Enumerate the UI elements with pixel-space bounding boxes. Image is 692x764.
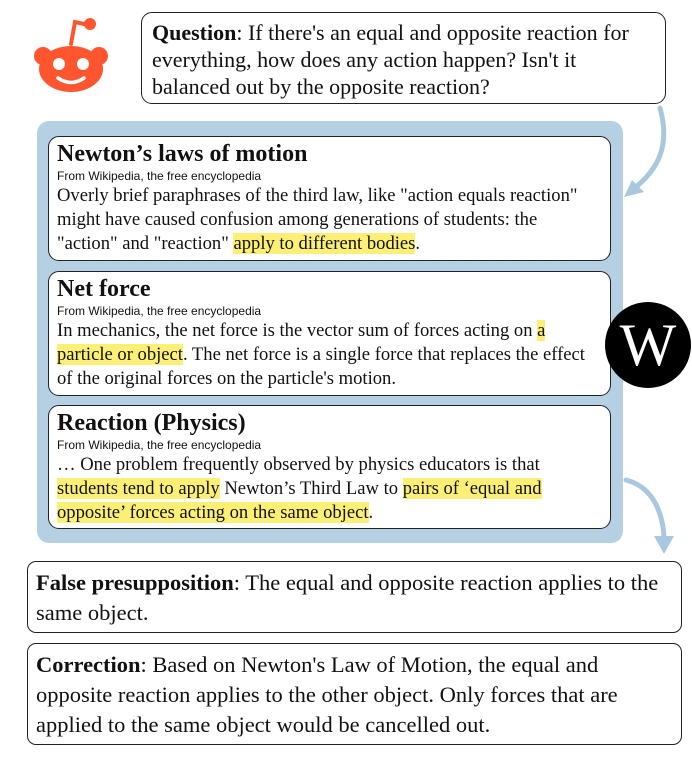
evidence-highlight: a particle or object: [57, 320, 546, 365]
question-text: : If there's an equal and opposite reaction for everything, how does any action happen? Isn't it balanced out by the opposite reaction?: [152, 20, 629, 99]
correction-text: : Based on Newton's Law of Motion, the equal and opposite reaction applies to the other object. Only forces that are applied to the same object would be cancelled out.: [36, 652, 618, 737]
article-source: From Wikipedia, the free encyclopedia: [57, 438, 262, 452]
false-presupposition-box: [27, 561, 682, 633]
article-body: Overly brief paraphrases of the third law, like "action equals reaction" might have caused confusion among generations of students: the "action" and "reaction" apply to different bodies.: [57, 185, 578, 254]
question-box: [141, 12, 666, 104]
correction-box: [27, 643, 682, 745]
arrow-panel-to-answer: [620, 474, 692, 560]
article-title: Reaction (Physics): [57, 410, 246, 436]
article-source: From Wikipedia, the free encyclopedia: [57, 169, 262, 183]
wikipedia-icon: [605, 302, 691, 388]
wikipedia-letter: W: [619, 312, 677, 378]
reddit-icon: [27, 16, 115, 96]
evidence-highlight: apply to different bodies: [233, 233, 416, 254]
article-body: In mechanics, the net force is the vector sum of forces acting on a particle or object. The net force is a single force that replaces the effect of the original forces on the particle's motion.: [57, 320, 585, 389]
evidence-highlight: students tend to apply: [57, 478, 220, 499]
article-source: From Wikipedia, the free encyclopedia: [57, 304, 262, 318]
false-presupposition-label: False presupposition: [36, 570, 234, 595]
article-card-newtons-laws: [48, 136, 611, 261]
false-presupposition-text: : The equal and opposite reaction applies to the same object.: [36, 570, 659, 625]
article-card-reaction-physics: [48, 405, 611, 529]
article-title: Net force: [57, 276, 151, 302]
article-card-net-force: [48, 271, 611, 396]
article-body: … One problem frequently observed by physics educators is that students tend to apply Newton’s Third Law to pairs of ‘equal and opposite’ forces acting on the same object.: [57, 454, 542, 523]
evidence-highlight: pairs of ‘equal and opposite’ forces acting on the same object: [57, 478, 542, 523]
question-label: Question: [152, 20, 237, 45]
article-title: Newton’s laws of motion: [57, 141, 308, 167]
correction-label: Correction: [36, 652, 141, 677]
